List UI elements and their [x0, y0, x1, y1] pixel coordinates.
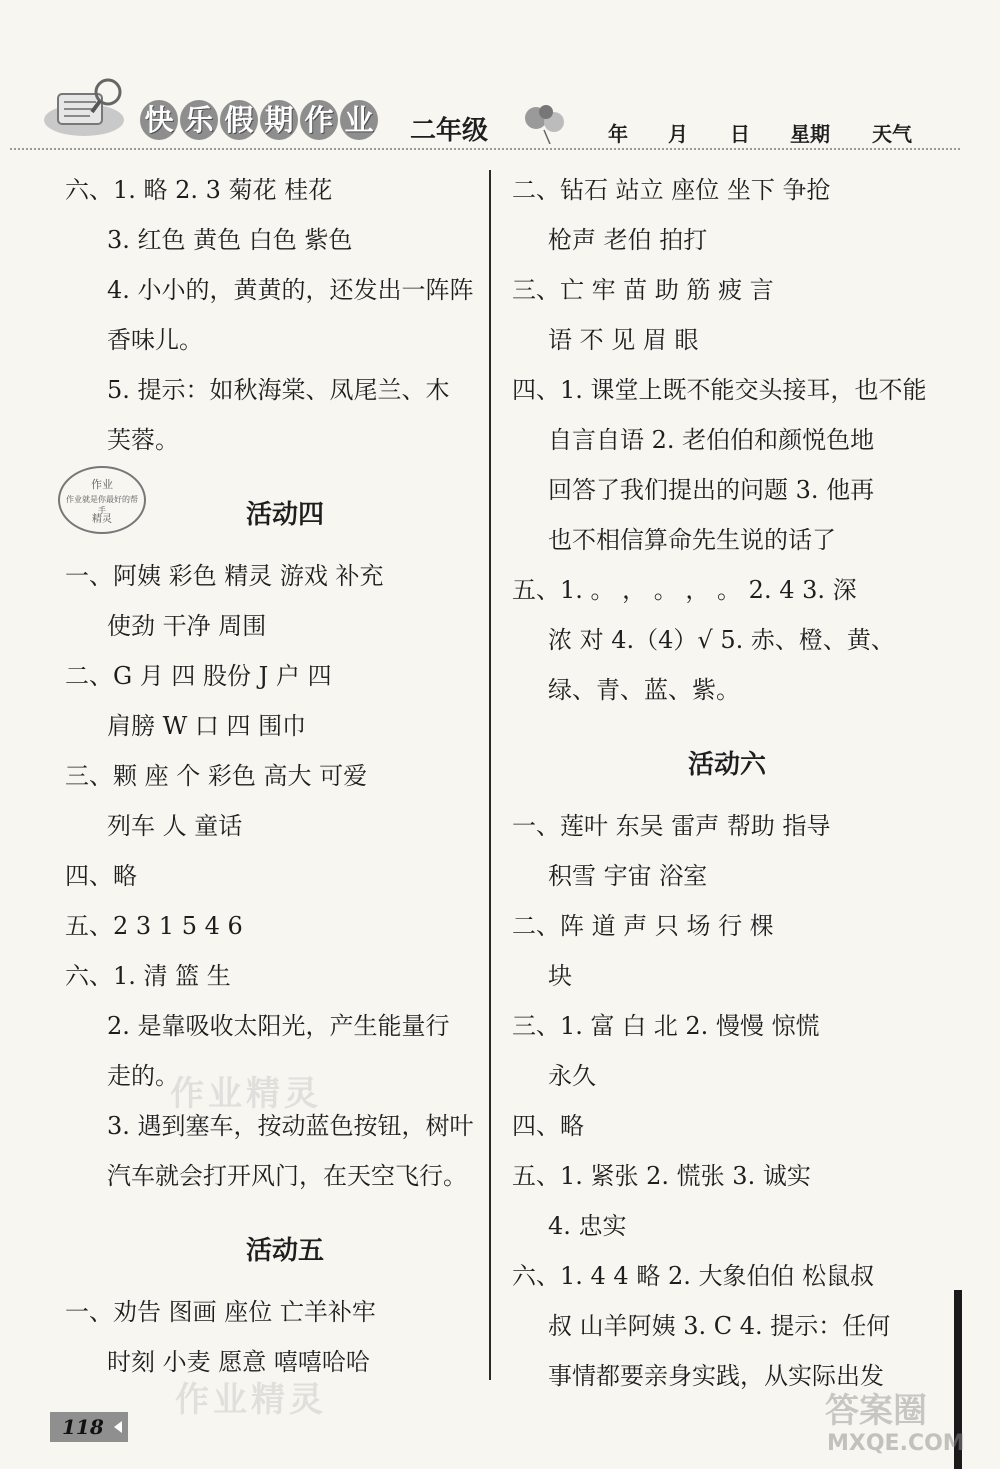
svg-text:答案圈: 答案圈 [825, 1391, 927, 1431]
answer-line: 列车 人 童话 [107, 812, 243, 840]
notebook-magnifier-icon [40, 76, 136, 140]
answer-line: 四、略 [512, 1112, 584, 1140]
brand-title [140, 100, 378, 140]
page-number [50, 1412, 128, 1442]
answer-line: 六、1. 清 篮 生 [65, 962, 231, 990]
answer-line: 4. 小小的，黄黄的，还发出一阵阵 [107, 276, 474, 304]
answer-line: 四、1. 课堂上既不能交头接耳，也不能 [512, 376, 927, 404]
answer-line: 一、劝告 图画 座位 亡羊补牢 [65, 1298, 376, 1326]
weekday-label: 星期 [790, 122, 830, 146]
answer-line: 六、1. 4 4 略 2. 大象伯伯 松鼠叔 [512, 1262, 875, 1290]
brand-char: 期 [260, 100, 298, 140]
answer-line: 块 [548, 962, 572, 990]
answer-line: 二、钻石 站立 座位 坐下 争抢 [512, 176, 831, 204]
answer-line: 五、2 3 1 5 4 6 [65, 912, 243, 940]
answer-line: 浓 对 4.（4）√ 5. 赤、橙、黄、 [548, 626, 895, 654]
answer-line: 时刻 小麦 愿意 嘻嘻哈哈 [107, 1348, 370, 1376]
page-number-text: 118 [62, 1415, 104, 1439]
answer-line: 五、1. 紧张 2. 慌张 3. 诚实 [512, 1162, 811, 1190]
answer-line: 三、1. 富 白 北 2. 慢慢 惊慌 [512, 1012, 820, 1040]
answer-line: 也不相信算命先生说的话了 [548, 526, 836, 554]
answer-line: 汽车就会打开风门，在天空飞行。 [107, 1162, 467, 1190]
watermark: 作业精灵 [170, 1074, 322, 1114]
left-column [65, 165, 475, 1387]
answer-line: 三、亡 牢 苗 助 筋 疲 言 [512, 276, 774, 304]
grade-label: 二年级 [410, 116, 489, 146]
answer-line: 四、略 [65, 862, 137, 890]
page-header [0, 0, 1000, 160]
answer-line: 香味儿。 [107, 326, 203, 354]
answer-line: 肩膀 W 口 四 围巾 [107, 712, 307, 740]
answer-line: 积雪 宇宙 浴室 [548, 862, 708, 890]
homework-stamp [58, 466, 146, 534]
column-divider [489, 170, 491, 1380]
answer-line: 3. 遇到塞车，按动蓝色按钮，树叶 [107, 1112, 474, 1140]
answer-line: 3. 红色 黄色 白色 紫色 [107, 226, 353, 254]
answer-line: 二、G 月 四 股份 J 户 四 [65, 662, 332, 690]
brand-char: 作 [300, 100, 338, 140]
brand-char: 业 [340, 100, 378, 140]
right-column [512, 165, 942, 1401]
section-title-activity-4: 活动四 [245, 500, 324, 530]
brand-char: 快 [140, 100, 178, 140]
balloons-icon [520, 104, 572, 144]
answer-line: 五、1. 。 ， 。 ， 。 2. 4 3. 深 [512, 576, 857, 604]
weather-label: 天气 [872, 122, 912, 146]
answer-line: 回答了我们提出的问题 3. 他再 [548, 476, 875, 504]
section-title-activity-5: 活动五 [245, 1236, 324, 1266]
brand-char: 假 [220, 100, 258, 140]
year-label: 年 [608, 122, 628, 146]
answer-line: 六、1. 略 2. 3 菊花 桂花 [65, 176, 333, 204]
month-label: 月 [668, 122, 688, 146]
answer-line: 一、阿姨 彩色 精灵 游戏 补充 [65, 562, 384, 590]
answer-line: 芙蓉。 [107, 426, 179, 454]
section-title-activity-6: 活动六 [687, 750, 766, 780]
answer-line: 叔 山羊阿姨 3. C 4. 提示：任何 [548, 1312, 891, 1340]
answer-line: 三、颗 座 个 彩色 高大 可爱 [65, 762, 368, 790]
answer-line: 2. 是靠吸收太阳光，产生能量行 [107, 1012, 450, 1040]
answer-line: 5. 提示：如秋海棠、凤尾兰、木 [107, 376, 450, 404]
day-label: 日 [730, 122, 750, 146]
answer-line: 事情都要亲身实践，从实际出发 [548, 1362, 884, 1390]
answer-line: 枪声 老伯 拍打 [548, 226, 708, 254]
answer-line: 使劲 干净 周围 [107, 612, 267, 640]
stamp-line: 作业 [91, 478, 113, 491]
site-watermark-text: MXQE.COM [827, 1431, 965, 1456]
answer-line: 4. 忠实 [548, 1212, 627, 1240]
brand-char: 乐 [180, 100, 218, 140]
watermark: 作业精灵 [175, 1380, 327, 1420]
answer-line: 绿、青、蓝、紫。 [548, 676, 740, 704]
header-divider [10, 148, 960, 150]
site-watermark-logo [815, 1378, 975, 1458]
answer-line: 一、莲叶 东吴 雷声 帮助 指导 [512, 812, 831, 840]
stamp-line: 精灵 [92, 514, 112, 525]
answer-line: 永久 [548, 1062, 596, 1090]
stamp-line: 作业就是你最好的帮手 [66, 495, 138, 515]
answer-line: 语 不 见 眉 眼 [548, 326, 699, 354]
answer-line: 自言自语 2. 老伯伯和颜悦色地 [548, 426, 875, 454]
answer-line: 走的。 [107, 1062, 179, 1090]
arrow-left-icon [114, 1421, 122, 1433]
answer-line: 二、阵 道 声 只 场 行 棵 [512, 912, 774, 940]
